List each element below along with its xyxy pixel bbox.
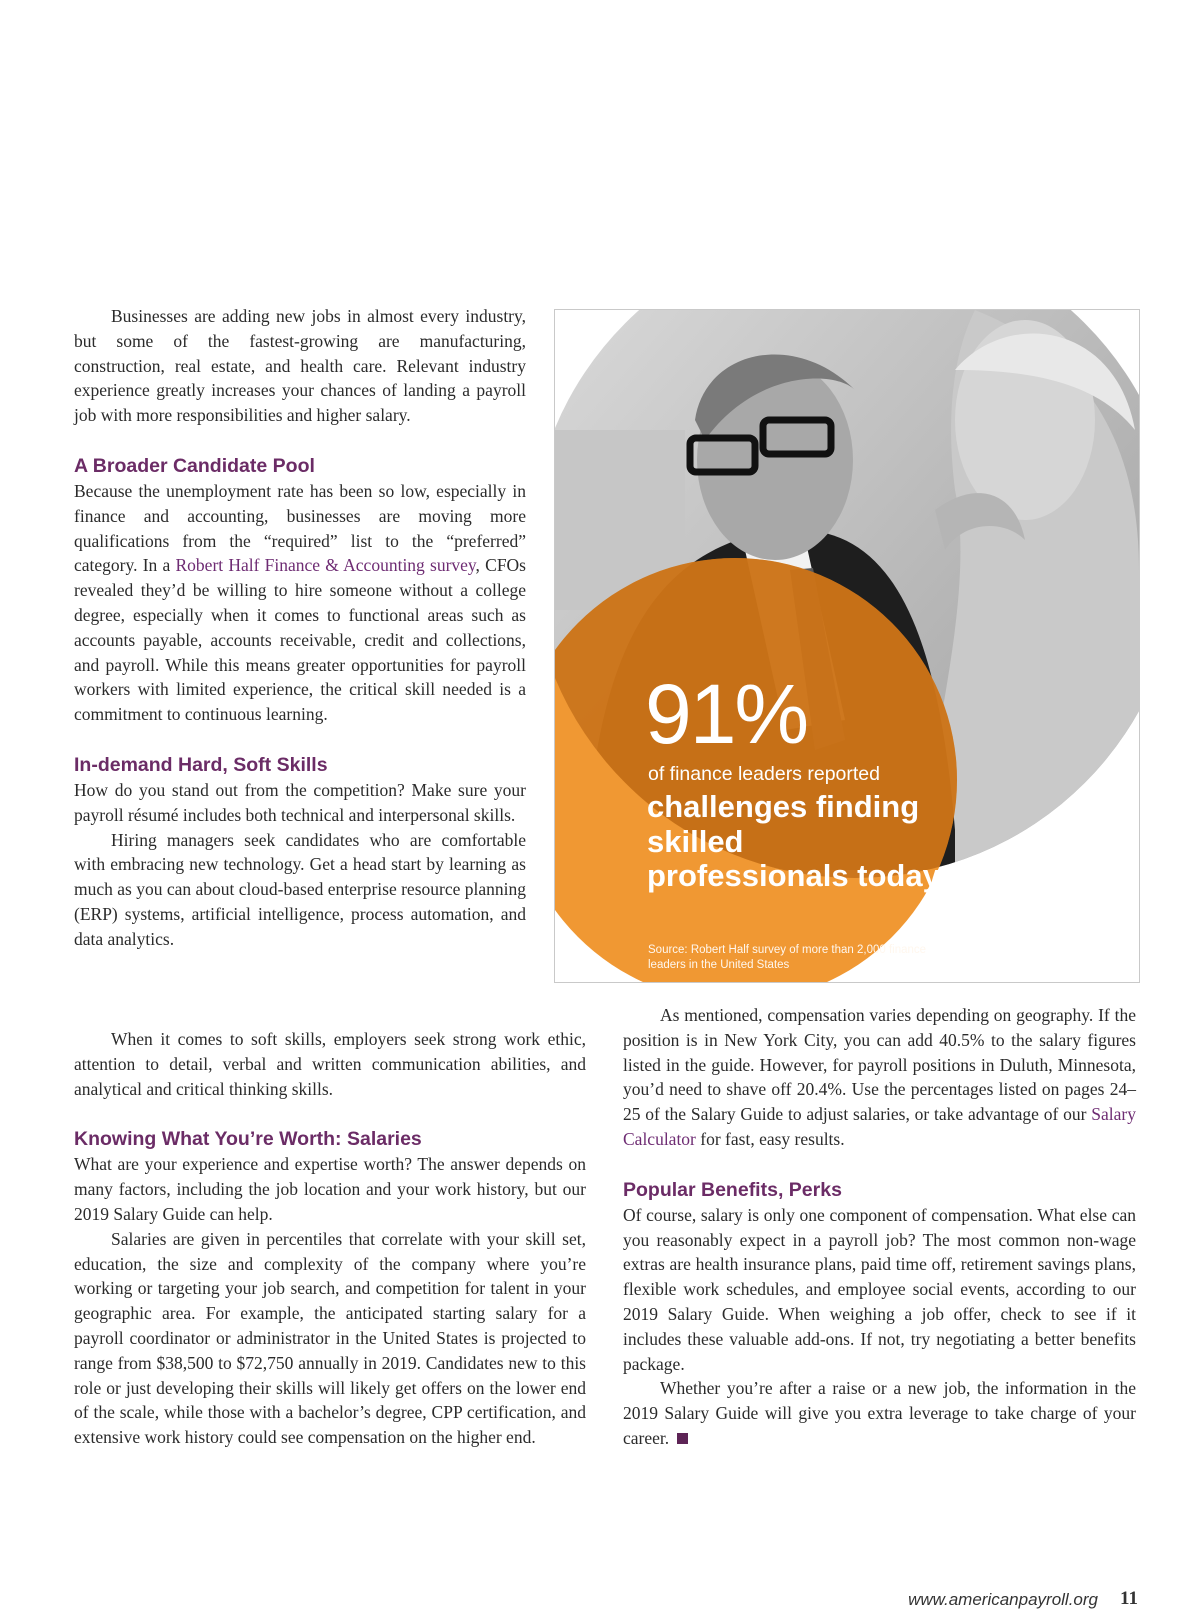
- benefits-paragraph-2: [623, 1376, 1136, 1450]
- heading-salaries: Knowing What You’re Worth: Salaries: [74, 1128, 422, 1151]
- soft-skills-paragraph: When it comes to soft skills, employers seek strong work ethic, attention to detail, verbal and written communication abilities, and analytical and critical thinking skills.: [74, 1029, 586, 1099]
- compensation-text: As mentioned, compensation varies depending on geography. If the position is in New York City, you can add 40.5% to the salary figures listed in the guide. However, for payroll positions in Duluth, Minnesota, you’d need to shave off 20.4%. Use the percentages listed on pages 24–25 of the Salary Guide to adjust salaries, or take advantage of our: [623, 1005, 1136, 1125]
- salaries-paragraph-2: Salaries are given in percentiles that correlate with your skill set, education, the size and complexity of the company where you’re working or targeting your job search, and competition for talent in your geographic area. For example, the anticipated starting salary for a payroll coordinator or administrator in the United States is projected to range from $38,500 to $72,750 annually in 2019. Candidates new to this role or just developing their skills will likely get offers on the lower end of the scale, while those with a bachelor’s degree, CPP certification, and extensive work history could see compensation on the higher end.: [74, 1228, 586, 1448]
- stat-percentage: 91%: [645, 667, 808, 761]
- heading-benefits: Popular Benefits, Perks: [623, 1178, 842, 1201]
- intro-paragraph: Businesses are adding new jobs in almost every industry, but some of the fastest-growing are manufacturing, construction, real estate, and health care. Relevant industry experience greatly increases your chances of landing a payroll job with more responsibilities and higher salary.: [74, 306, 526, 426]
- benefits-text-2: Whether you’re after a raise or a new job, the information in the 2019 Salary Guide will give you extra leverage to take charge of your career.: [623, 1378, 1136, 1448]
- heading-skills: In-demand Hard, Soft Skills: [74, 753, 328, 776]
- skills-paragraph-1: How do you stand out from the competition? Make sure your payroll résumé includes both technical and interpersonal skills.: [74, 779, 526, 825]
- robert-half-survey-link[interactable]: Robert Half Finance & Accounting survey: [175, 555, 476, 576]
- candidate-pool-paragraph: [74, 479, 526, 727]
- end-of-article-square-icon: [677, 1433, 688, 1444]
- benefits-paragraph-1: Of course, salary is only one component of compensation. What else can you reasonably expect in a payroll job? The most common non-wage extras are health insurance plans, paid time off, retirement savings plans, flexible work schedules, and employee social events, according to our 2019 Salary Guide. When weighing a job offer, check to see if it includes these valuable add-ons. If not, try negotiating a better benefits package.: [623, 1204, 1136, 1374]
- salary-calculator-link[interactable]: Salary Calculator: [623, 1104, 1136, 1149]
- page-number: 11: [1120, 1588, 1138, 1609]
- compensation-paragraph: [623, 1003, 1136, 1152]
- footer-url[interactable]: www.americanpayroll.org: [908, 1590, 1098, 1609]
- stat-source: Source: Robert Half survey of more than 2,000 finance leaders in the United States: [648, 944, 927, 971]
- article-column-left-bottom: [74, 1027, 586, 1450]
- article-column-left-top: [74, 304, 526, 952]
- candidate-pool-text-start: Because the unemployment rate has been so low, especially in finance and accounting, businesses are moving more qualifications from the “required” list to the “preferred” category. In a: [74, 480, 526, 576]
- article-column-right: [623, 1003, 1136, 1451]
- skills-paragraph-2: Hiring managers seek candidates who are comfortable with embracing new technology. Get a head start by learning as much as you can about cloud-based enterprise resource planning (ERP) systems, artificial intelligence, process automation, and data analytics.: [74, 829, 526, 949]
- stat-subtitle: of finance leaders reported: [648, 763, 880, 785]
- candidate-pool-text-end: , CFOs revealed they’d be willing to hire someone without a college degree, especially when it comes to functional areas such as accounts payable, accounts receivable, credit and collections, and payroll. While this means greater opportunities for payroll workers with limited experience, the critical skill needed is a commitment to continuous learning.: [74, 555, 526, 725]
- heading-candidate-pool: A Broader Candidate Pool: [74, 454, 315, 477]
- compensation-text-end: for fast, easy results.: [695, 1128, 845, 1149]
- salaries-paragraph-1: What are your experience and expertise worth? The answer depends on many factors, including the job location and your work history, but our 2019 Salary Guide can help.: [74, 1154, 586, 1224]
- stat-headline: challenges finding skilled professionals today: [647, 789, 940, 893]
- infographic-figure: [554, 309, 1140, 983]
